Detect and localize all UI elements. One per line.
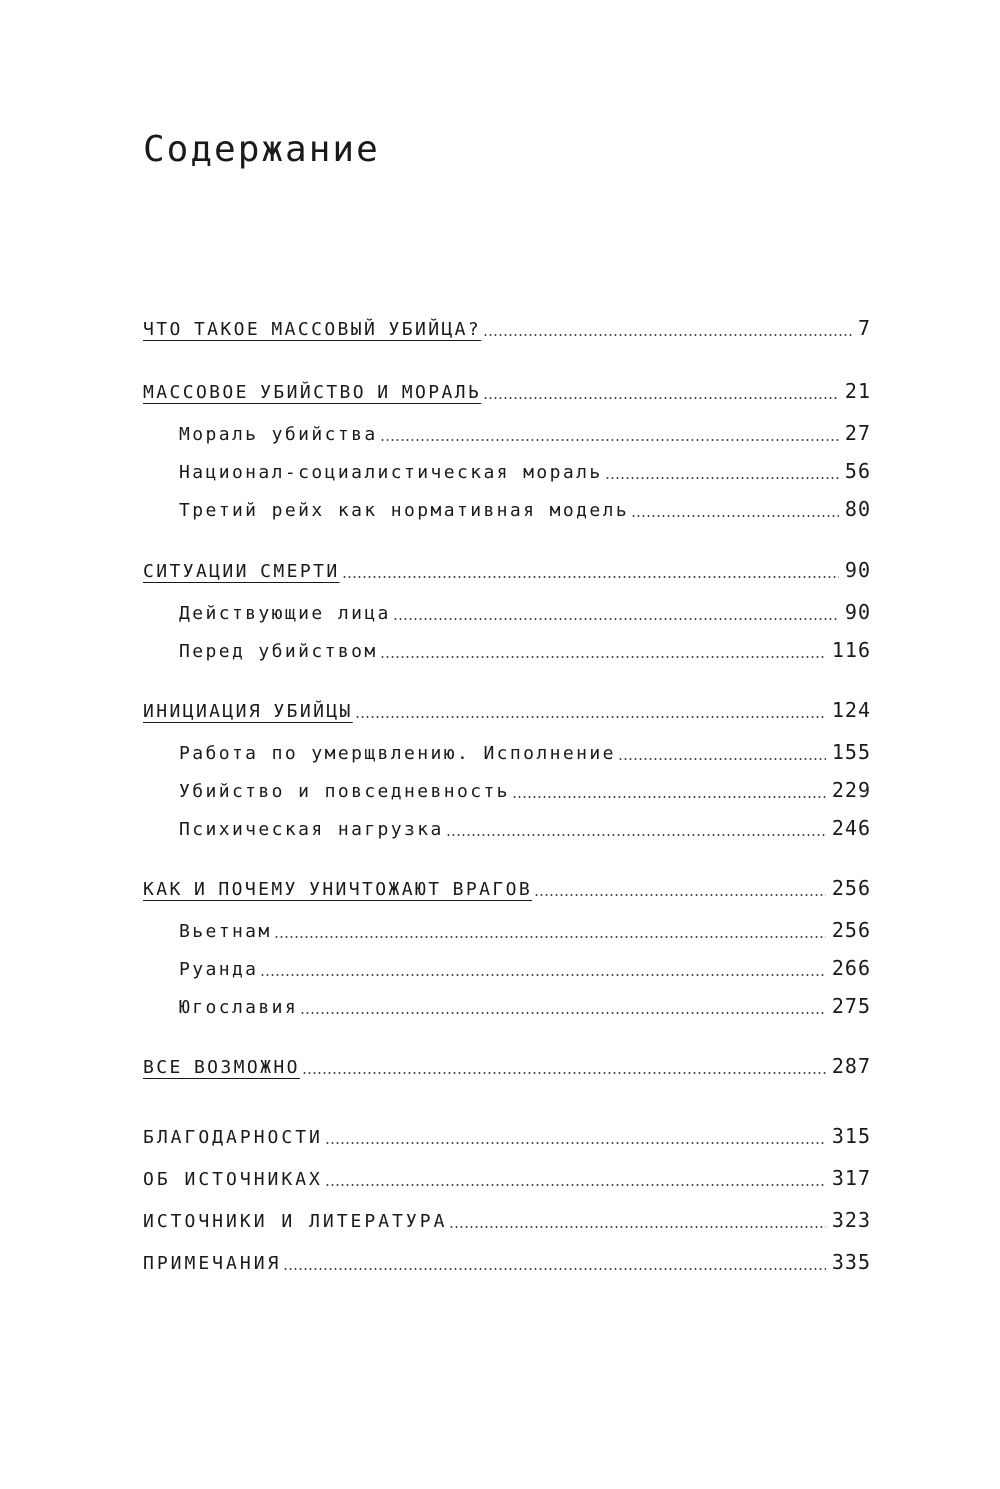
dot-leader xyxy=(380,656,826,658)
toc-entry-section[interactable] xyxy=(179,813,871,843)
toc-page-number: 287 xyxy=(831,1054,871,1078)
toc-page-number: 335 xyxy=(831,1250,871,1274)
toc-entry-section[interactable] xyxy=(179,991,871,1021)
toc-entry-chapter[interactable] xyxy=(143,695,871,725)
toc-page-number: 21 xyxy=(844,379,871,403)
dot-leader xyxy=(449,1226,825,1228)
dot-leader xyxy=(325,1184,826,1186)
toc-entry-title: Убийство и повседневность xyxy=(179,781,510,802)
toc-page-number: 155 xyxy=(831,740,871,764)
toc-entry-title: Перед убийством xyxy=(179,641,378,662)
toc-entry-title: БЛАГОДАРНОСТИ xyxy=(143,1127,323,1148)
toc-entry-title: Третий рейх как нормативная модель xyxy=(179,500,630,521)
toc-page-number: 256 xyxy=(831,876,871,900)
dot-leader xyxy=(483,334,852,336)
toc-entry-title: МАССОВОЕ УБИЙСТВО И МОРАЛЬ xyxy=(143,382,482,403)
toc-entry-title: СИТУАЦИИ СМЕРТИ xyxy=(143,561,340,582)
toc-page-number: 90 xyxy=(844,558,871,582)
toc-entry-title: ИСТОЧНИКИ И ЛИТЕРАТУРА xyxy=(143,1211,448,1232)
toc-entry-title: Вьетнам xyxy=(179,921,272,942)
toc-entry-section[interactable] xyxy=(179,494,871,524)
toc-entry-title: Руанда xyxy=(179,959,259,980)
dot-leader xyxy=(393,618,839,620)
dot-leader xyxy=(618,758,826,760)
toc-entry-title: Югославия xyxy=(179,997,299,1018)
dot-leader xyxy=(534,894,826,896)
toc-entry-section[interactable] xyxy=(179,737,871,767)
dot-leader xyxy=(274,936,826,938)
toc-entry-backmatter[interactable] xyxy=(143,1247,871,1277)
dot-leader xyxy=(446,834,826,836)
toc-entry-title: Действующие лица xyxy=(179,603,391,624)
dot-leader xyxy=(605,477,839,479)
toc-entry-title: Национал-социалистическая мораль xyxy=(179,462,603,483)
toc-page-number: 256 xyxy=(831,918,871,942)
toc-entry-section[interactable] xyxy=(179,775,871,805)
toc-page-number: 56 xyxy=(844,459,871,483)
dot-leader xyxy=(483,397,839,399)
toc-page-number: 315 xyxy=(831,1124,871,1148)
toc-page-number: 317 xyxy=(831,1166,871,1190)
toc-entry-section[interactable] xyxy=(179,915,871,945)
toc-entry-section[interactable] xyxy=(179,953,871,983)
dot-leader xyxy=(342,576,839,578)
dot-leader xyxy=(631,515,839,517)
toc-entry-chapter[interactable] xyxy=(143,376,871,406)
dot-leader xyxy=(260,974,825,976)
toc-entry-title: ПРИМЕЧАНИЯ xyxy=(143,1253,282,1274)
page-title: Содержание xyxy=(143,129,380,170)
dot-leader xyxy=(380,439,839,441)
toc-entry-title: ЧТО ТАКОЕ МАССОВЫЙ УБИЙЦА? xyxy=(143,319,482,340)
toc-page-number: 80 xyxy=(844,497,871,521)
toc-entry-title: Психическая нагрузка xyxy=(179,819,444,840)
toc-entry-title: ИНИЦИАЦИЯ УБИЙЦЫ xyxy=(143,701,353,722)
dot-leader xyxy=(283,1268,826,1270)
dot-leader xyxy=(300,1012,826,1014)
dot-leader xyxy=(302,1072,826,1074)
toc-page-number: 323 xyxy=(831,1208,871,1232)
toc-page-number: 275 xyxy=(831,994,871,1018)
toc-entry-backmatter[interactable] xyxy=(143,1163,871,1193)
toc-page-number: 7 xyxy=(857,316,871,340)
toc-page-number: 27 xyxy=(844,421,871,445)
toc-entry-backmatter[interactable] xyxy=(143,1121,871,1151)
toc-entry-chapter[interactable] xyxy=(143,313,871,343)
toc-entry-chapter[interactable] xyxy=(143,555,871,585)
toc-page-number: 229 xyxy=(831,778,871,802)
dot-leader xyxy=(355,716,826,718)
toc-page-number: 90 xyxy=(844,600,871,624)
toc-entry-title: ОБ ИСТОЧНИКАХ xyxy=(143,1169,323,1190)
toc-page-number: 124 xyxy=(831,698,871,722)
toc-entry-title: Работа по умерщвлению. Исполнение xyxy=(179,743,616,764)
toc-entry-chapter[interactable] xyxy=(143,1051,871,1081)
toc-entry-section[interactable] xyxy=(179,635,871,665)
toc-page-number: 116 xyxy=(831,638,871,662)
toc-entry-chapter[interactable] xyxy=(143,873,871,903)
dot-leader xyxy=(512,796,826,798)
toc-entry-title: ВСЕ ВОЗМОЖНО xyxy=(143,1057,300,1078)
dot-leader xyxy=(325,1142,826,1144)
toc-entry-title: КАК И ПОЧЕМУ УНИЧТОЖАЮТ ВРАГОВ xyxy=(143,879,533,900)
toc-entry-backmatter[interactable] xyxy=(143,1205,871,1235)
toc-entry-title: Мораль убийства xyxy=(179,424,378,445)
toc-entry-section[interactable] xyxy=(179,456,871,486)
toc-page-number: 266 xyxy=(831,956,871,980)
toc-page-number: 246 xyxy=(831,816,871,840)
toc-entry-section[interactable] xyxy=(179,597,871,627)
toc-entry-section[interactable] xyxy=(179,418,871,448)
